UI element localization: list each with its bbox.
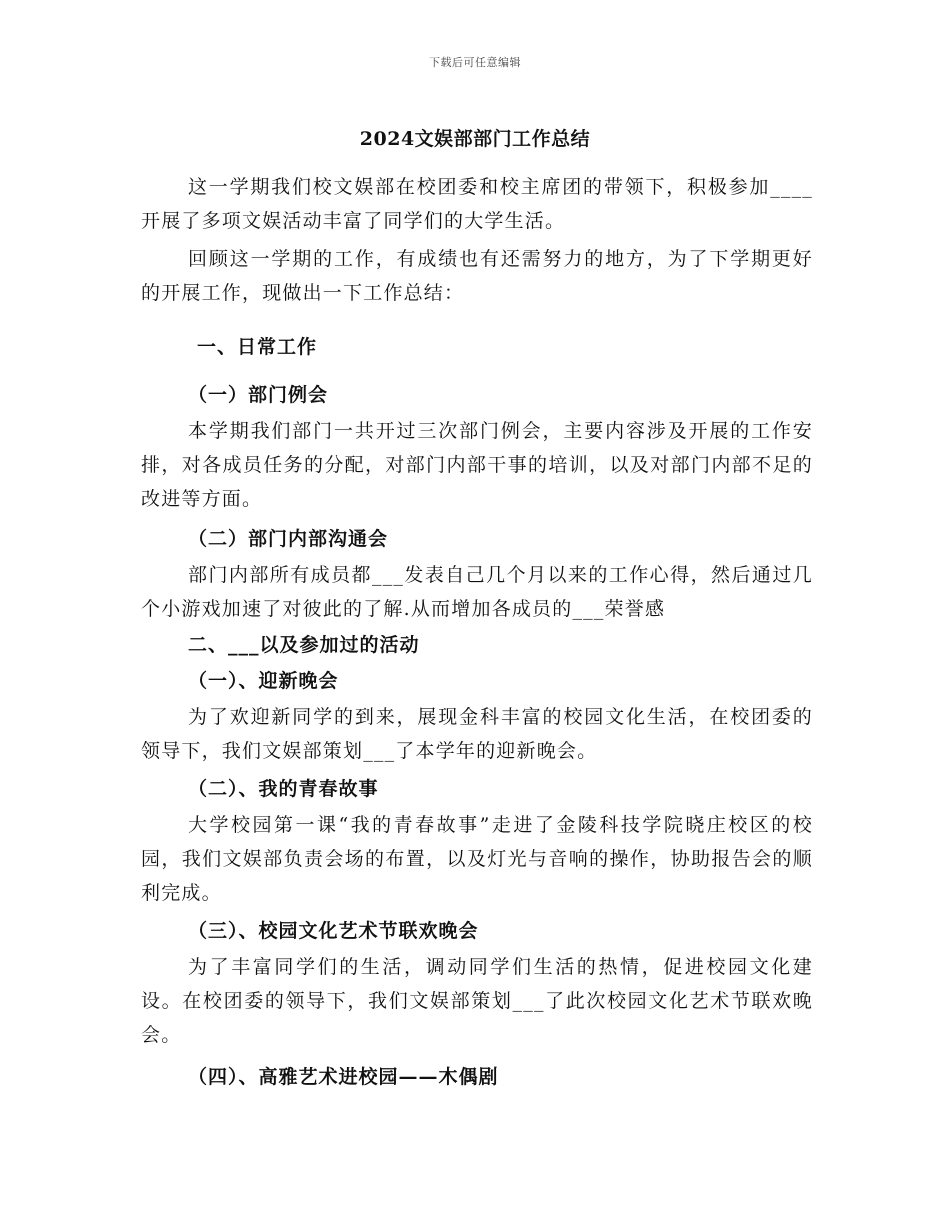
section-2-sub-4-heading: （四）、高雅艺术进校园——木偶剧 — [188, 1066, 499, 1088]
section-1-sub-1-heading: （一）部门例会 — [188, 384, 329, 406]
section-2-sub-3-heading: （三）、校园文化艺术节联欢晚会 — [188, 920, 479, 942]
section-2-sub-2-heading: （二）、我的青春故事 — [188, 778, 379, 800]
section-1-heading: 一、日常工作 — [197, 336, 318, 358]
section-2-sub-2-text: 大学校园第一课“我的青春故事”走进了金陵科技学院晓庄校区的校园，我们文娱部负责会场的布置，以及灯光与音响的操作，协助报告会的顺利完成。 — [141, 814, 813, 904]
document-title: 2024文娱部部门工作总结 — [359, 128, 591, 150]
section-1-sub-2-text: 部门内部所有成员都___发表自己几个月以来的工作心得，然后通过几个小游戏加速了对彼此的了解.从而增加各成员的___荣誉感 — [141, 564, 813, 620]
section-2-heading: 二、___以及参加过的活动 — [188, 634, 420, 656]
section-2-sub-1-text: 为了欢迎新同学的到来，展现金科丰富的校园文化生活，在校团委的领导下，我们文娱部策划___了本学年的迎新晚会。 — [141, 706, 813, 762]
section-2-sub-1-heading: （一）、迎新晚会 — [188, 670, 339, 692]
intro-paragraph-1: 这一学期我们校文娱部在校团委和校主席团的带领下，积极参加____开展了多项文娱活动丰富了同学们的大学生活。 — [141, 176, 813, 232]
intro-paragraph-2: 回顾这一学期的工作，有成绩也有还需努力的地方，为了下学期更好的开展工作，现做出一下工作总结： — [141, 248, 813, 304]
section-1-sub-1-text: 本学期我们部门一共开过三次部门例会，主要内容涉及开展的工作安排，对各成员任务的分配，对部门内部干事的培训，以及对部门内部不足的改进等方面。 — [141, 420, 813, 510]
document-body — [141, 170, 813, 1094]
section-1-sub-2-heading: （二）部门内部沟通会 — [188, 528, 389, 550]
section-2-sub-3-text: 为了丰富同学们的生活，调动同学们生活的热情，促进校园文化建设。在校团委的领导下，我们文娱部策划___了此次校园文化艺术节联欢晚会。 — [141, 956, 813, 1046]
page-header: 下载后可任意编辑 — [429, 56, 521, 69]
